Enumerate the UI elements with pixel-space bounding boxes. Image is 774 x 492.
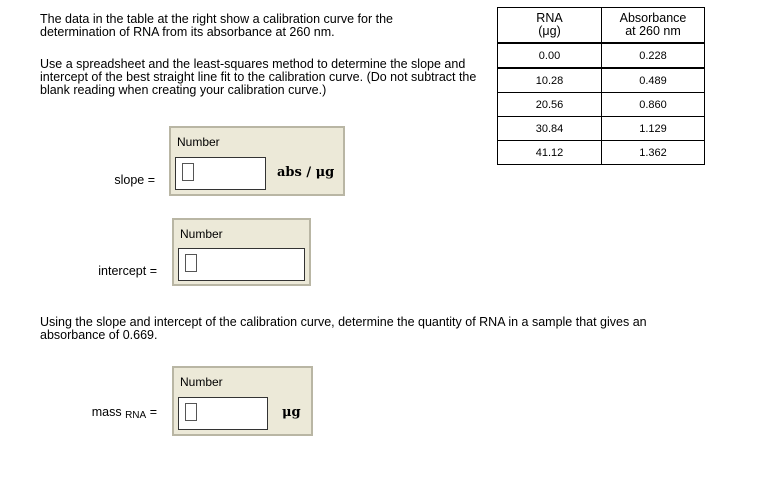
absorbance-cell: 0.228 (602, 43, 705, 68)
rna-cell: 0.00 (498, 43, 602, 68)
rna-cell: 30.84 (498, 117, 602, 141)
slope-answer-panel (169, 126, 345, 196)
slope-label: slope = (114, 173, 155, 187)
instructions-paragraph: Use a spreadsheet and the least-squares method to determine the slope and intercept of the best straight line fit to the calibration curve. (Do not subtract the blank reading when creating your calibration curve.) (40, 57, 477, 97)
absorbance-cell: 0.860 (602, 93, 705, 117)
calibration-table (497, 7, 705, 165)
mass-unit: μg (282, 405, 301, 420)
rna-cell: 10.28 (498, 68, 602, 93)
absorbance-cell: 1.362 (602, 141, 705, 165)
intercept-input[interactable] (185, 254, 197, 272)
mass-label-equals: = (149, 405, 157, 419)
mass-answer-panel (172, 366, 313, 436)
intercept-answer-panel (172, 218, 311, 286)
slope-input[interactable] (182, 163, 194, 181)
intercept-caption: Number (180, 227, 223, 241)
table-header-row (498, 8, 705, 44)
header-text: RNA (536, 11, 563, 25)
table-row (498, 93, 705, 117)
header-text: at 260 nm (625, 24, 681, 38)
rna-cell: 41.12 (498, 141, 602, 165)
absorbance-column-header (602, 8, 705, 44)
header-text: Absorbance (619, 11, 687, 25)
mass-label (40, 405, 157, 421)
intro-paragraph: The data in the table at the right show a calibration curve for the determination of RNA from its absorbance at 260 nm. (40, 12, 393, 39)
question-paragraph: Using the slope and intercept of the calibration curve, determine the quantity of RNA in a sample that gives an absorbance of 0.669. (40, 315, 647, 342)
table-row (498, 43, 705, 68)
mass-label-subscript: RNA (125, 410, 147, 421)
rna-column-header (498, 8, 602, 44)
slope-unit: abs / μg (277, 165, 335, 180)
table-row (498, 68, 705, 93)
absorbance-cell: 1.129 (602, 117, 705, 141)
mass-field[interactable] (178, 397, 268, 430)
table-row (498, 141, 705, 165)
header-text: (μg) (538, 24, 561, 38)
intercept-field[interactable] (178, 248, 305, 281)
slope-caption: Number (177, 135, 220, 149)
mass-caption: Number (180, 375, 223, 389)
rna-cell: 20.56 (498, 93, 602, 117)
mass-input[interactable] (185, 403, 197, 421)
intercept-label: intercept = (98, 264, 157, 278)
table-row (498, 117, 705, 141)
absorbance-cell: 0.489 (602, 68, 705, 93)
mass-label-text: mass (91, 405, 122, 419)
slope-field[interactable] (175, 157, 266, 190)
